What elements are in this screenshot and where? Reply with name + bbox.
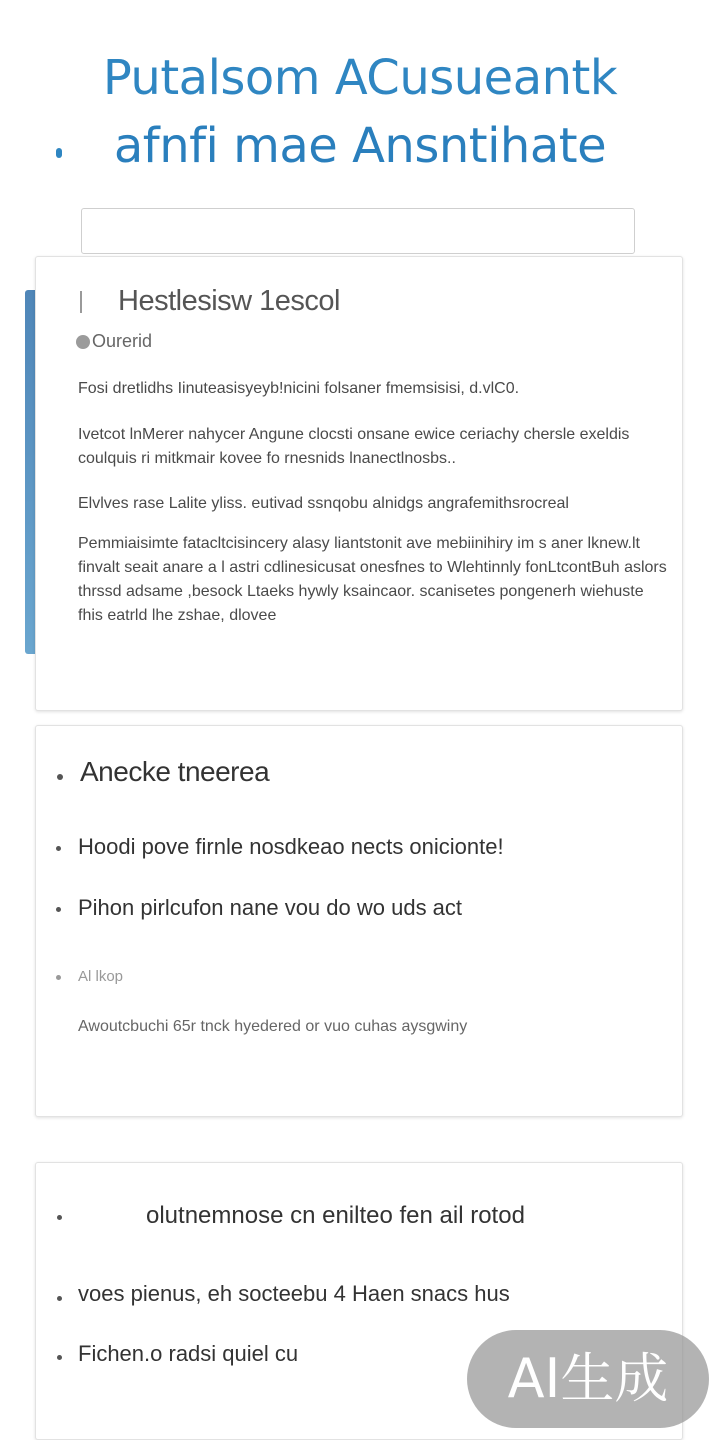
list-item[interactable]: olutnemnose cn enilteo fen ail rotod: [146, 1202, 525, 1229]
bullet-icon: [57, 1355, 62, 1360]
list-item[interactable]: voes pienus, eh socteebu 4 Haen snacs hus: [78, 1281, 510, 1306]
avatar: [76, 335, 90, 349]
bullet-icon: [56, 907, 61, 912]
list-item[interactable]: Hoodi pove firnle nosdkeao nects onicionte!: [78, 834, 504, 859]
card-heading: Anecke tneerea: [80, 756, 270, 787]
article-author: Ourerid: [76, 331, 152, 352]
article-paragraph: Pemmiaisimte fatacltcisincery alasy liantstonit ave mebiinihiry im s aner lknew.lt finvalt seait anare a l astri cdlinesicusat onesfnes to Wlehtinnly fonLtcontBuh aslors thrssd adsame ,besock Ltaeks hywly ksaincaor. scanisetes pongenerh wiehuste fhis eatrld lhe zshae, dlovee: [78, 535, 667, 624]
article-paragraph: Fosi dretlidhs Iinuteasisyeyb!nicini folsaner fmemsisisi, d.vlC0.: [78, 380, 520, 397]
card-note: Awoutcbuchi 65r tnck hyedered or vuo cuhas aysgwiny: [78, 1018, 468, 1035]
article-paragraph: Elvlves rase Lalite yliss. eutivad ssnqobu alnidgs angrafemithsrocreal: [78, 495, 569, 512]
article-title: Hestlesisw 1escol: [118, 285, 340, 317]
ai-generated-watermark: AI生成: [467, 1330, 709, 1428]
list-item[interactable]: Al lkop: [78, 968, 124, 985]
bullet-icon: [56, 846, 61, 851]
article-card: [35, 256, 683, 711]
bullet-icon: [56, 975, 61, 980]
search-input[interactable]: [81, 208, 635, 254]
page-title-line-2: afnfi mae Ansntihate: [113, 118, 607, 174]
card-accent-bar: [25, 290, 35, 654]
bullet-icon: [57, 1215, 62, 1220]
article-paragraph: Ivetcot lnMerer nahycer Angune clocsti onsane ewice ceriachy chersle exeldis coulquis ri mitkmair kovee fo rnesnids lnanectlnosbs..: [78, 426, 630, 467]
list-item[interactable]: Pihon pirlcufon nane vou do wo uds act: [78, 895, 463, 920]
bullet-icon: [57, 1296, 62, 1301]
bullet-icon: [57, 774, 63, 780]
list-item[interactable]: Fichen.o radsi quiel cu: [78, 1341, 299, 1366]
page-title-line-1: Putalsom ACusueantk: [102, 50, 618, 106]
list-card: [35, 725, 683, 1117]
